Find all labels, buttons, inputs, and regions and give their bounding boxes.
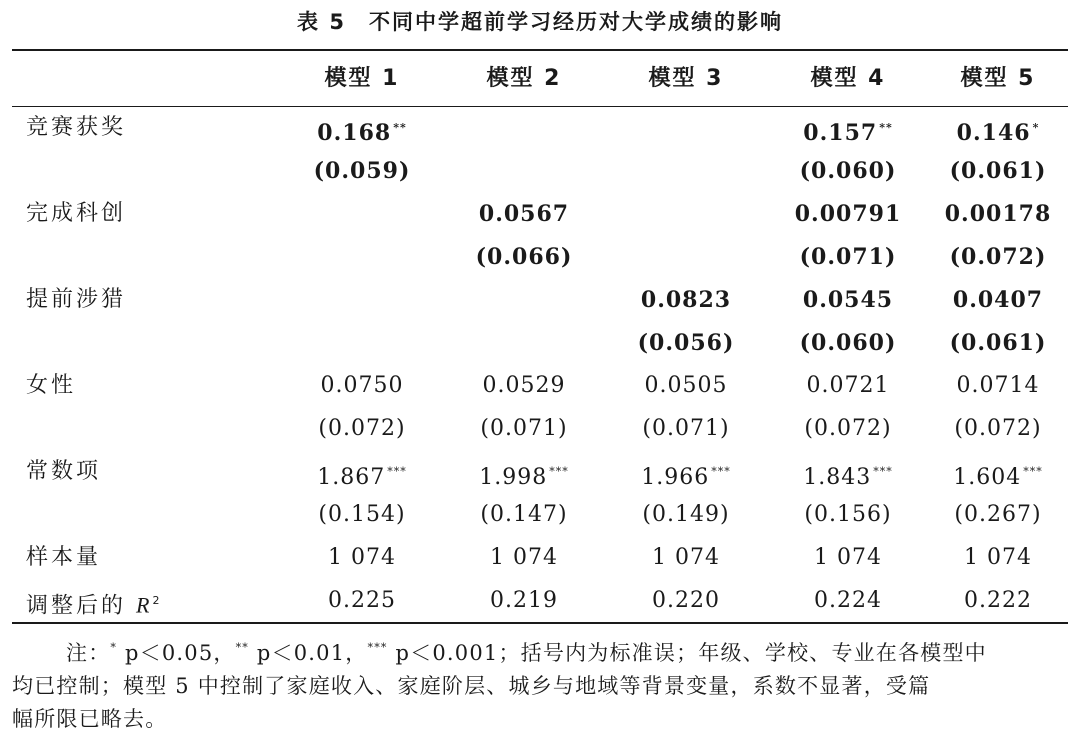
coefficient (645, 371, 728, 401)
significance-stars: *** (387, 465, 407, 478)
coefficient (953, 285, 1043, 315)
standard-error: (0.061) (949, 330, 1047, 356)
sample-size: 1 074 (490, 545, 558, 570)
row-label-r2 (26, 586, 162, 621)
coefficient-value: 0.0823 (640, 287, 732, 313)
column-header: 模型 5 (960, 66, 1036, 91)
r2-exponent: 2 (152, 594, 163, 607)
row-label: 完成科创 (26, 201, 127, 226)
note-stars-1: * (110, 641, 118, 654)
coefficient (803, 457, 892, 493)
coefficient (641, 285, 731, 315)
significance-stars: *** (711, 465, 731, 478)
standard-error: (0.071) (480, 416, 568, 441)
significance-stars: ** (879, 121, 893, 134)
note-p1: p＜0.05， (125, 641, 236, 665)
coefficient-value: 0.157 (803, 120, 878, 146)
significance-stars: *** (873, 465, 893, 478)
standard-error: (0.072) (804, 416, 892, 441)
coefficient (953, 457, 1042, 493)
note-line-3: 幅所限已略去。 (12, 707, 168, 731)
coefficient-value: 1.966 (641, 465, 710, 490)
table-notes (12, 631, 1072, 736)
coefficient (803, 113, 892, 148)
notes-prefix: 注： (66, 641, 111, 665)
coefficient (803, 285, 893, 315)
column-header: 模型 2 (486, 66, 562, 91)
standard-error: (0.071) (642, 416, 730, 441)
standard-error: (0.156) (804, 502, 892, 527)
note-stars-3: *** (367, 641, 388, 654)
adjusted-r2: 0.224 (814, 588, 882, 613)
standard-error: (0.072) (949, 244, 1047, 270)
standard-error: (0.072) (954, 416, 1042, 441)
coefficient (483, 371, 566, 401)
coefficient (479, 457, 568, 493)
note-p3: p＜0.001；括号内为标准误；年级、学校、专业在各模型中 (395, 641, 987, 665)
coefficient-value: 1.843 (803, 465, 872, 490)
bottom-rule (12, 622, 1068, 624)
coefficient-value: 0.0545 (802, 287, 894, 313)
adjusted-r2: 0.219 (490, 588, 558, 613)
adjusted-r2: 0.222 (964, 588, 1032, 613)
coefficient-value: 0.00791 (794, 201, 902, 227)
standard-error: (0.056) (637, 330, 735, 356)
standard-error: (0.149) (642, 502, 730, 527)
coefficient (795, 199, 902, 229)
coefficient (957, 371, 1040, 401)
significance-stars: *** (1023, 465, 1043, 478)
coefficient-value: 0.00178 (944, 201, 1052, 227)
coefficient-value: 0.0750 (320, 373, 404, 398)
column-header: 模型 4 (810, 66, 886, 91)
standard-error: (0.071) (799, 244, 897, 270)
sample-size: 1 074 (814, 545, 882, 570)
top-rule (12, 49, 1068, 51)
significance-stars: ** (393, 121, 407, 134)
standard-error: (0.072) (318, 416, 406, 441)
coefficient (641, 457, 730, 493)
sample-size: 1 074 (652, 545, 720, 570)
coefficient (317, 457, 406, 493)
table-caption: 表 5 不同中学超前学习经历对大学成绩的影响 (297, 10, 783, 34)
significance-stars: * (1032, 121, 1040, 134)
adjusted-r2: 0.220 (652, 588, 720, 613)
coefficient (321, 371, 404, 401)
note-p2: p＜0.01， (256, 641, 368, 665)
sample-size: 1 074 (328, 545, 396, 570)
coefficient-value: 0.146 (956, 120, 1031, 146)
coefficient (807, 371, 890, 401)
row-label: 竞赛获奖 (26, 115, 127, 140)
coefficient-value: 0.0407 (952, 287, 1044, 313)
coefficient-value: 1.604 (953, 465, 1022, 490)
r2-symbol: R (136, 592, 153, 618)
coefficient (957, 113, 1040, 148)
standard-error: (0.267) (954, 502, 1042, 527)
standard-error: (0.147) (480, 502, 568, 527)
coefficient-value: 0.0721 (806, 373, 890, 398)
standard-error: (0.154) (318, 502, 406, 527)
coefficient-value: 0.168 (317, 120, 392, 146)
column-header: 模型 3 (648, 66, 724, 91)
note-stars-2: ** (235, 641, 250, 654)
sample-size: 1 074 (964, 545, 1032, 570)
coefficient-value: 0.0567 (478, 201, 570, 227)
coefficient-value: 1.867 (317, 465, 386, 490)
coefficient (479, 199, 569, 229)
r2-label-text: 调整后的 (26, 593, 136, 619)
coefficient (317, 113, 406, 148)
standard-error: (0.059) (313, 158, 411, 184)
coefficient-value: 1.998 (479, 465, 548, 490)
coefficient-value: 0.0529 (482, 373, 566, 398)
significance-stars: *** (549, 465, 569, 478)
header-rule (12, 106, 1068, 107)
standard-error: (0.066) (475, 244, 573, 270)
adjusted-r2: 0.225 (328, 588, 396, 613)
standard-error: (0.060) (799, 158, 897, 184)
row-label: 女性 (26, 373, 77, 398)
coefficient (945, 199, 1052, 229)
standard-error: (0.060) (799, 330, 897, 356)
row-label: 提前涉猎 (26, 287, 127, 312)
note-line-2: 均已控制；模型 5 中控制了家庭收入、家庭阶层、城乡与地域等背景变量，系数不显著，受篇 (12, 674, 931, 698)
column-header: 模型 1 (324, 66, 400, 91)
coefficient-value: 0.0505 (644, 373, 728, 398)
standard-error: (0.061) (949, 158, 1047, 184)
coefficient-value: 0.0714 (956, 373, 1040, 398)
row-label-n: 样本量 (26, 545, 102, 570)
row-label: 常数项 (26, 459, 102, 484)
